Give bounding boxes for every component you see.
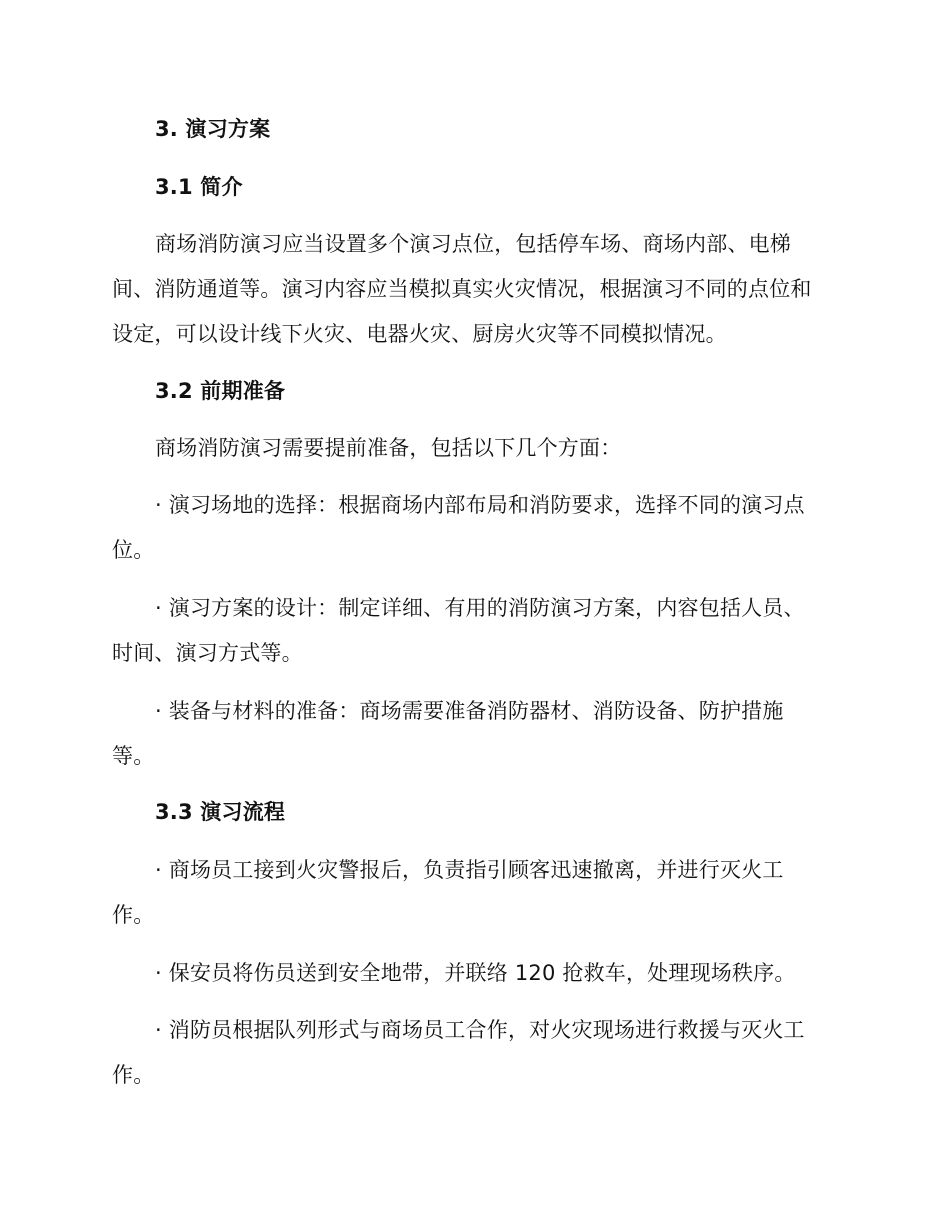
preparation-list-item-continuation: 时间、演习方式等。	[112, 641, 303, 665]
intro-heading: 3.1 简介	[155, 175, 243, 199]
process-list-item-continuation: 作。	[112, 1063, 155, 1087]
process-list-item-continuation: 作。	[112, 903, 155, 927]
preparation-list-item-continuation: 等。	[112, 744, 155, 768]
preparation-list-item: · 演习场地的选择：根据商场内部布局和消防要求，选择不同的演习点	[155, 493, 805, 517]
preparation-lead: 商场消防演习需要提前准备，包括以下几个方面：	[155, 436, 622, 460]
preparation-list-item-continuation: 位。	[112, 538, 155, 562]
section-title: 3. 演习方案	[155, 117, 271, 141]
process-list-item: · 商场员工接到火灾警报后，负责指引顾客迅速撤离，并进行灭火工	[155, 858, 784, 882]
intro-paragraph-line: 设定，可以设计线下火灾、电器火灾、厨房火灾等不同模拟情况。	[112, 322, 727, 346]
process-list-item: · 保安员将伤员送到安全地带，并联络 120 抢救车，处理现场秩序。	[155, 961, 796, 985]
preparation-heading: 3.2 前期准备	[155, 379, 286, 403]
process-heading: 3.3 演习流程	[155, 800, 286, 824]
intro-paragraph-line: 商场消防演习应当设置多个演习点位，包括停车场、商场内部、电梯	[155, 232, 791, 256]
preparation-list-item: · 装备与材料的准备：商场需要准备消防器材、消防设备、防护措施	[155, 699, 784, 723]
intro-paragraph-line: 间、消防通道等。演习内容应当模拟真实火灾情况，根据演习不同的点位和	[112, 277, 812, 301]
process-list-item: · 消防员根据队列形式与商场员工合作，对火灾现场进行救援与灭火工	[155, 1018, 805, 1042]
preparation-list-item: · 演习方案的设计：制定详细、有用的消防演习方案，内容包括人员、	[155, 596, 805, 620]
